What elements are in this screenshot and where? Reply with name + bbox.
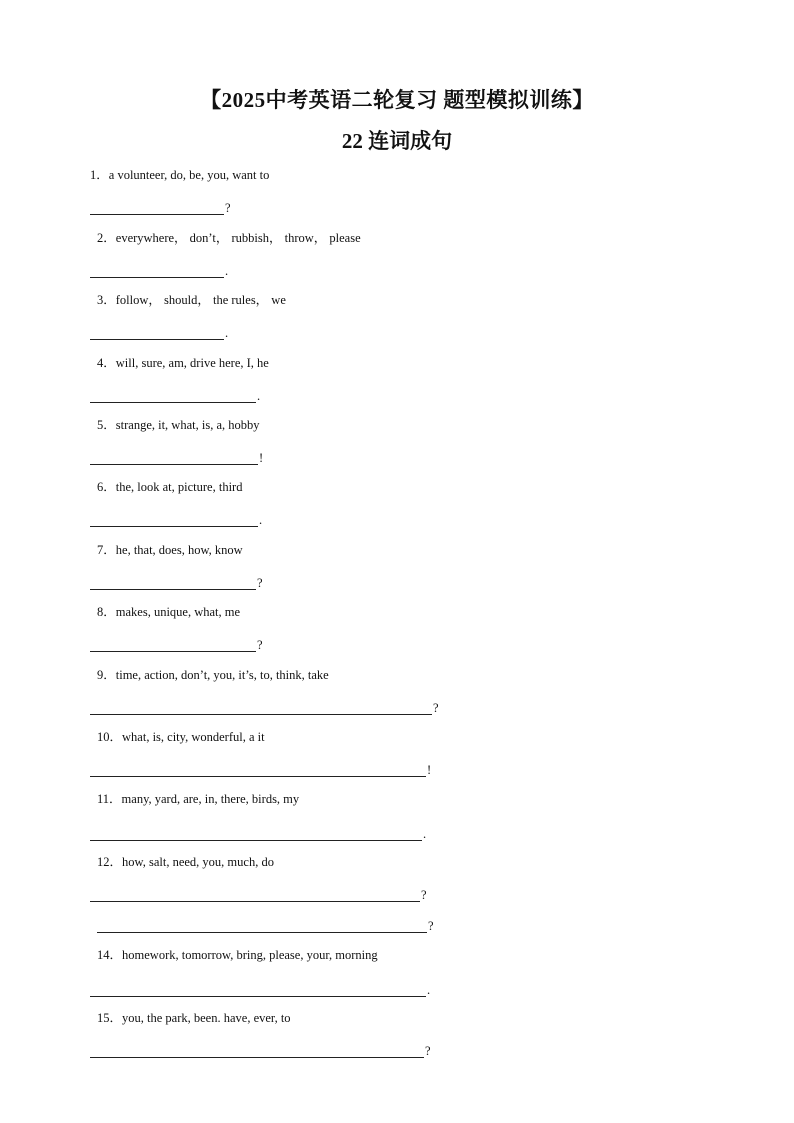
end-punctuation: . [427, 983, 431, 997]
answer-line[interactable] [90, 450, 258, 465]
answer-line[interactable] [90, 325, 224, 340]
answer-line[interactable] [90, 762, 426, 777]
question-item [90, 354, 710, 403]
answer-line[interactable] [90, 388, 256, 403]
question-prompt [90, 416, 710, 434]
end-punctuation: ? [225, 201, 231, 215]
question-prompt [90, 166, 710, 184]
question-item [90, 666, 710, 715]
answer-line[interactable] [90, 982, 426, 997]
question-number: 2． [97, 231, 116, 245]
question-number: 10． [97, 730, 123, 744]
answer-line[interactable] [90, 200, 224, 215]
question-item [90, 853, 710, 933]
question-item [90, 291, 710, 340]
end-punctuation: ? [428, 919, 434, 933]
answer-blank[interactable] [90, 697, 710, 715]
question-words: strange, it, what, is, a, hobby [115, 418, 260, 432]
question-prompt [90, 229, 710, 247]
question-prompt [90, 291, 710, 309]
end-punctuation: . [225, 326, 229, 340]
page-title: 【2025中考英语二轮复习 题型模拟训练】 [200, 88, 594, 112]
question-prompt [90, 946, 710, 964]
question-item [90, 166, 710, 215]
answer-blank[interactable] [90, 385, 710, 403]
end-punctuation: ? [433, 701, 439, 715]
answer-blank[interactable] [90, 915, 710, 933]
question-words: follow， should， the rules， we [115, 293, 286, 307]
question-number: 4． [97, 356, 116, 370]
question-item [90, 946, 710, 997]
question-number: 6． [97, 480, 116, 494]
answer-blank[interactable] [90, 759, 710, 777]
question-item [90, 416, 710, 465]
question-item [90, 790, 710, 841]
question-words: everywhere， don’t， rubbish， throw， please [115, 231, 361, 245]
answer-blank[interactable] [90, 197, 710, 215]
question-words: a volunteer, do, be, you, want to [108, 168, 270, 182]
end-punctuation: . [423, 827, 427, 841]
answer-line[interactable] [90, 826, 422, 841]
question-number: 5． [97, 418, 116, 432]
answer-line[interactable] [90, 512, 258, 527]
answer-blank[interactable] [90, 322, 710, 340]
answer-line[interactable] [90, 637, 256, 652]
answer-line[interactable] [90, 700, 432, 715]
question-prompt [90, 603, 710, 621]
end-punctuation: ? [257, 576, 263, 590]
answer-line[interactable] [90, 263, 224, 278]
question-words: will, sure, am, drive here, I, he [115, 356, 269, 370]
question-number: 12． [97, 855, 123, 869]
question-number: 3． [97, 293, 116, 307]
end-punctuation: ! [427, 763, 432, 777]
answer-blank[interactable] [90, 260, 710, 278]
question-prompt [90, 1009, 710, 1027]
answer-blank[interactable] [90, 823, 710, 841]
end-punctuation: ? [425, 1044, 431, 1058]
question-number: 15． [97, 1011, 123, 1025]
question-words: what, is, city, wonderful, a it [122, 730, 265, 744]
question-number: 14． [97, 948, 123, 962]
question-words: homework, tomorrow, bring, please, your, morning [122, 948, 378, 962]
question-item [90, 1009, 710, 1058]
question-number: 7． [97, 543, 116, 557]
question-item [90, 541, 710, 590]
answer-blank[interactable] [90, 1040, 710, 1058]
answer-blank[interactable] [90, 572, 710, 590]
question-number: 8． [97, 605, 116, 619]
question-item [90, 603, 710, 652]
end-punctuation: . [259, 513, 263, 527]
answer-line[interactable] [97, 918, 427, 933]
question-item [90, 728, 710, 777]
end-punctuation: ? [257, 638, 263, 652]
answer-blank[interactable] [90, 634, 710, 652]
answer-line[interactable] [90, 575, 256, 590]
page-subtitle: 22 连词成句 [341, 129, 453, 153]
question-words: many, yard, are, in, there, birds, my [121, 792, 300, 806]
question-prompt [90, 354, 710, 372]
question-words: how, salt, need, you, much, do [122, 855, 274, 869]
question-number: 11． [97, 792, 122, 806]
answer-line[interactable] [90, 887, 420, 902]
question-prompt [90, 728, 710, 746]
answer-line[interactable] [90, 1043, 424, 1058]
question-words: time, action, don’t, you, it’s, to, think, take [115, 668, 329, 682]
question-words: the, look at, picture, third [115, 480, 243, 494]
question-item [90, 478, 710, 527]
question-words: you, the park, been. have, ever, to [122, 1011, 291, 1025]
question-prompt [90, 790, 710, 808]
answer-blank[interactable] [90, 447, 710, 465]
question-words: he, that, does, how, know [115, 543, 243, 557]
question-prompt [90, 541, 710, 559]
question-prompt [90, 478, 710, 496]
question-number: 1． [90, 168, 109, 182]
end-punctuation: . [257, 389, 261, 403]
end-punctuation: ? [421, 888, 427, 902]
end-punctuation: . [225, 264, 229, 278]
end-punctuation: ! [259, 451, 264, 465]
question-item [90, 229, 710, 278]
answer-blank[interactable] [90, 509, 710, 527]
question-number: 9． [97, 668, 116, 682]
answer-blank[interactable] [90, 979, 710, 997]
question-prompt [90, 853, 710, 871]
answer-blank[interactable] [90, 884, 710, 902]
question-words: makes, unique, what, me [115, 605, 241, 619]
question-prompt [90, 666, 710, 684]
